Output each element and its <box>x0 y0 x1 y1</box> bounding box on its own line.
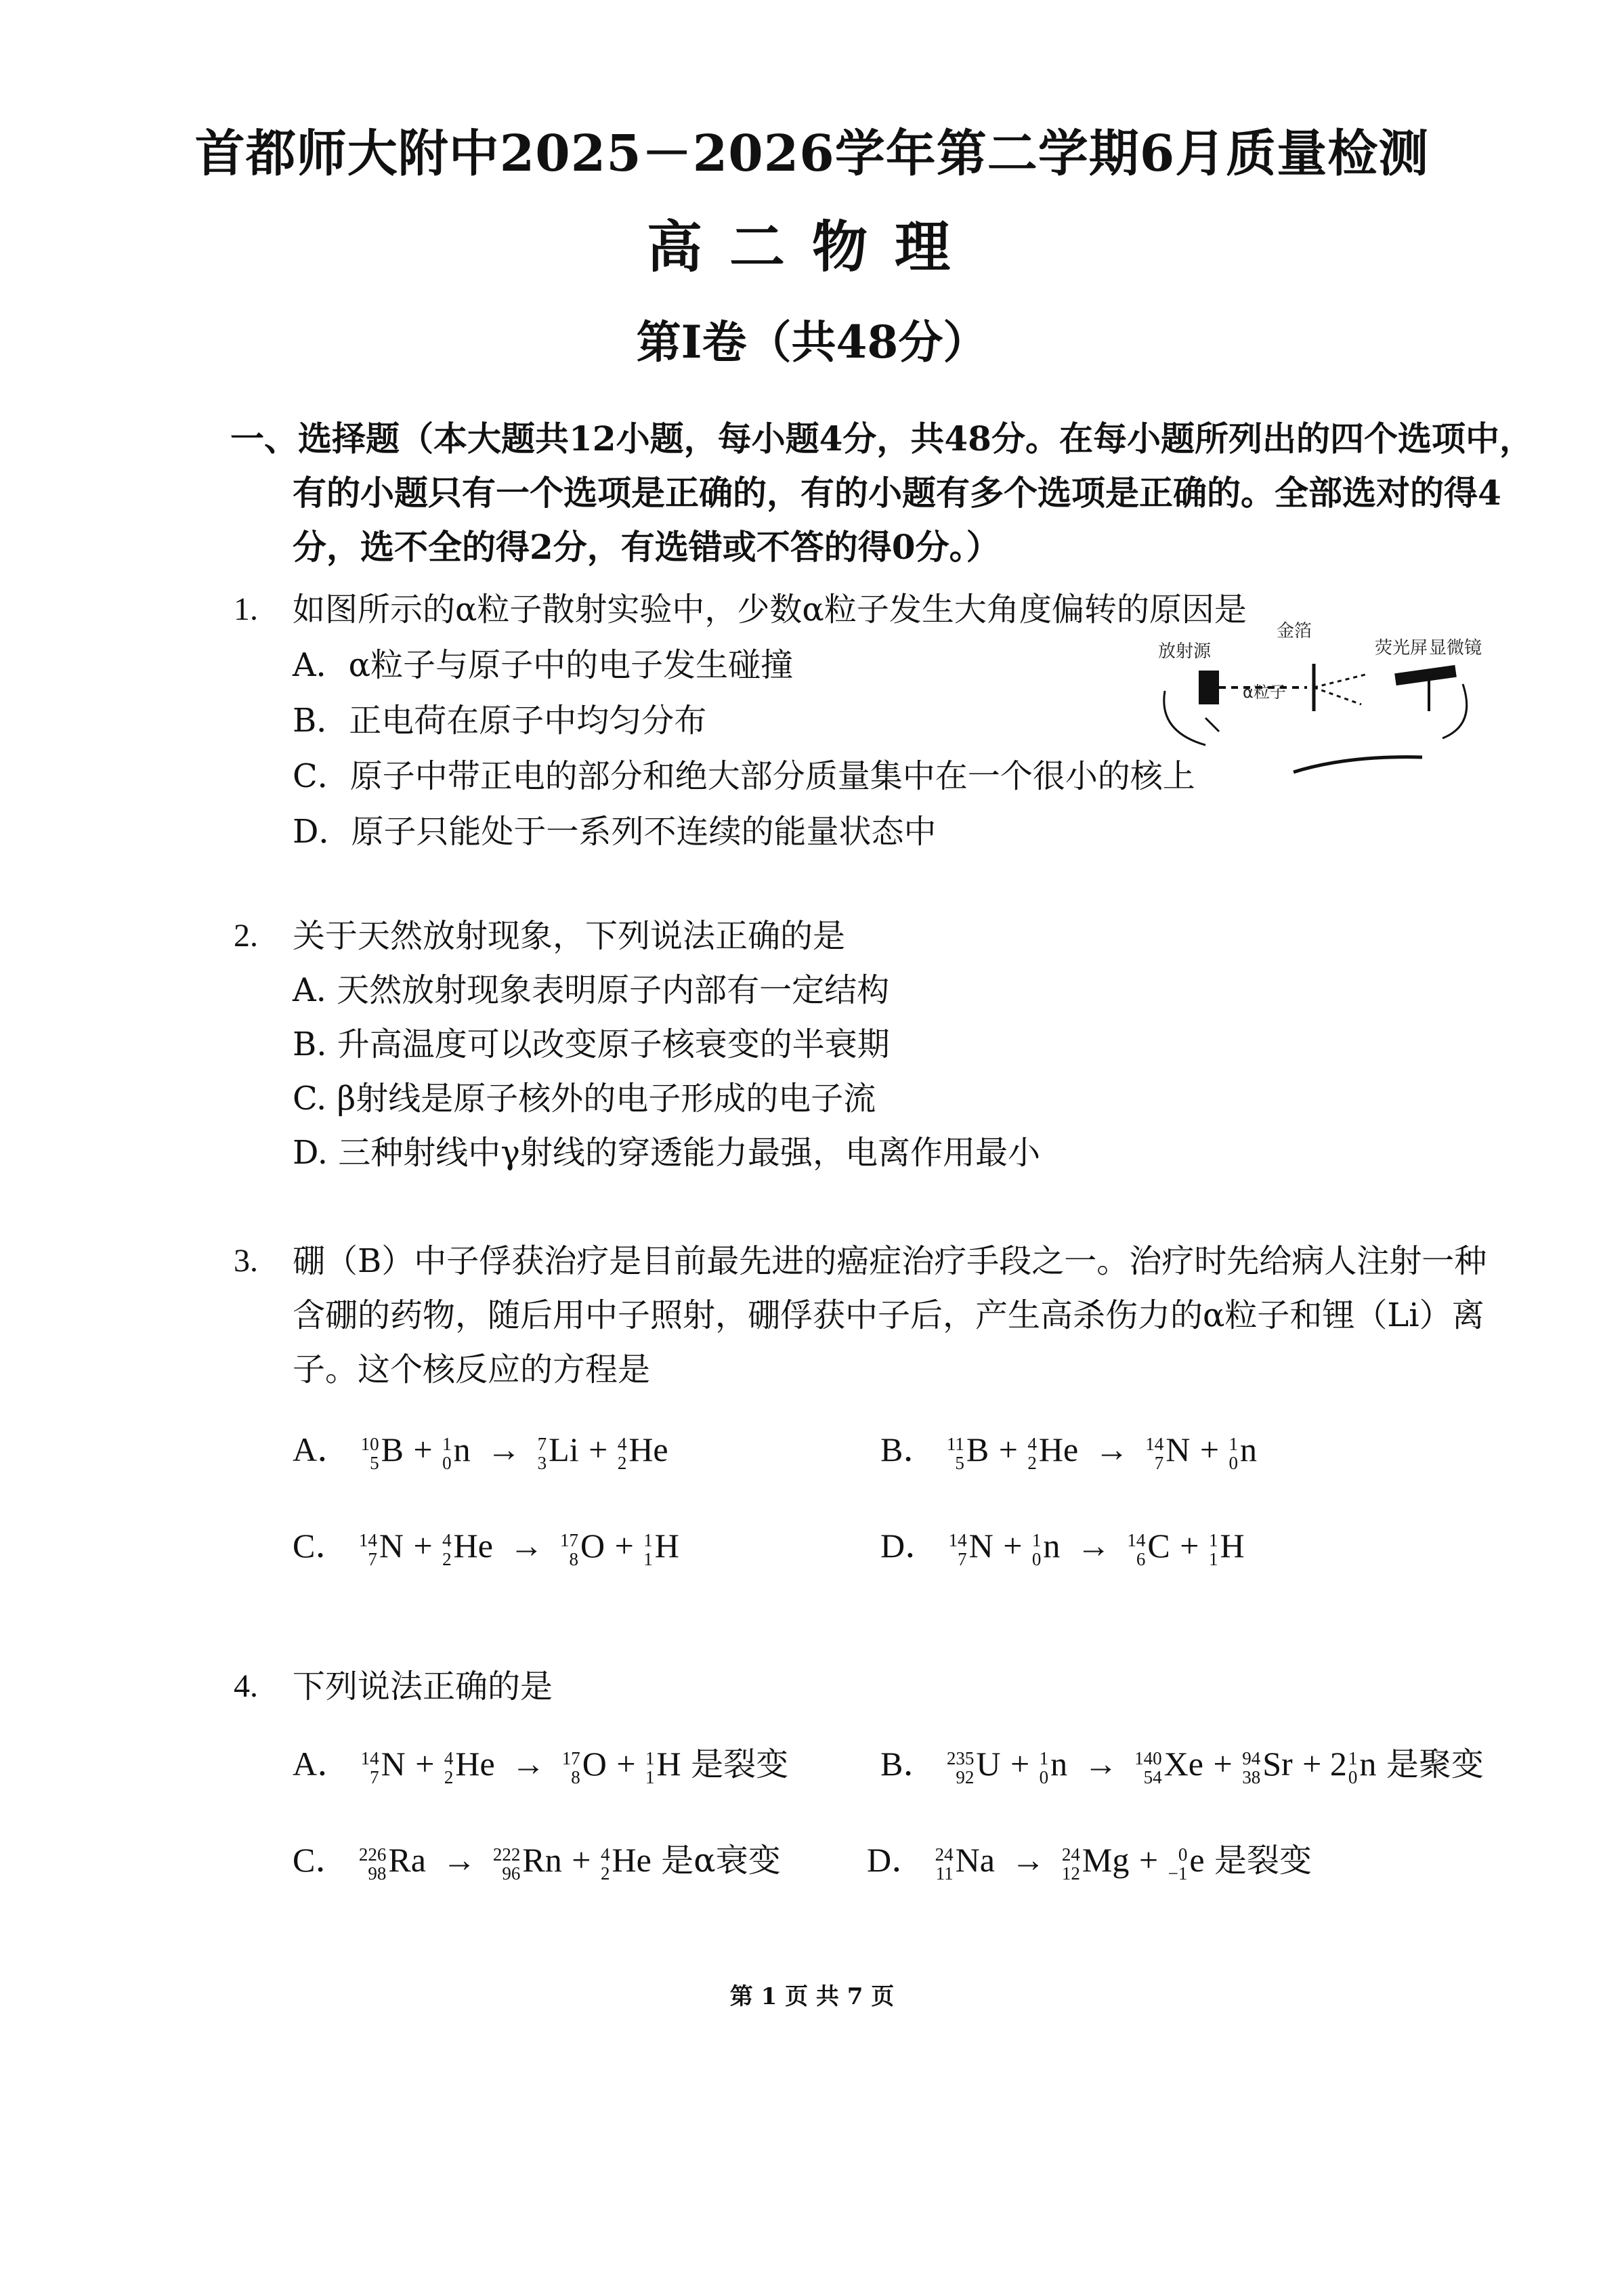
q3-stem-line1: 硼（B）中子俘获治疗是目前最先进的癌症治疗手段之一。治疗时先给病人注射一种 <box>293 1242 1487 1280</box>
q3-option-a: A． 10 5 B + 1 0 n → 7 3 Li + 4 2 He <box>293 1430 668 1473</box>
q3-stem-line3: 子。这个核反应的方程是 <box>293 1351 651 1388</box>
figure-label-particle: α粒子 <box>1243 683 1286 702</box>
q3-option-d: D． 14 7 N + 1 0 n → 14 6 C + 1 1 H <box>880 1527 1245 1569</box>
screen-base-arc <box>1294 757 1422 772</box>
screen-arc-right <box>1443 684 1467 738</box>
scatter-path-1 <box>1314 674 1368 687</box>
q1-option-c: C．原子中带正电的部分和绝大部分质量集中在一个很小的核上 <box>293 757 1195 795</box>
q2-number: 2. <box>234 918 258 954</box>
q4-option-d-suffix: 是裂变 <box>1214 1842 1312 1880</box>
q3-option-c-label: C． <box>293 1527 349 1565</box>
q3-number: 3. <box>234 1243 258 1279</box>
q2-stem: 关于天然放射现象，下列说法正确的是 <box>293 917 846 955</box>
q1-number: 1. <box>234 591 258 627</box>
q3-option-a-label: A． <box>293 1430 351 1468</box>
figure-label-source: 放射源 <box>1158 641 1212 662</box>
microscope <box>1394 665 1457 685</box>
subject-title: 高二物理 <box>646 215 977 280</box>
q4-stem: 下列说法正确的是 <box>293 1668 553 1705</box>
q4-option-c-label: C． <box>293 1841 349 1879</box>
q1-option-b: B．正电荷在原子中均匀分布 <box>293 702 707 740</box>
figure-label-microscope: 显微镜 <box>1429 638 1482 658</box>
screen-mark <box>1205 718 1219 731</box>
q4-option-c-suffix: 是α衰变 <box>661 1842 781 1880</box>
q3-option-d-label: D． <box>880 1527 939 1565</box>
q3-option-b: B． 11 5 B + 4 2 He → 14 7 N + 1 0 n <box>880 1430 1258 1473</box>
q1-option-d: D．原子只能处于一系列不连续的能量状态中 <box>293 813 937 851</box>
q2-option-b: B. 升高温度可以改变原子核衰变的半衰期 <box>293 1025 890 1063</box>
q2-option-c: C. β射线是原子核外的电子形成的电子流 <box>293 1080 876 1118</box>
q1-option-a: A．α粒子与原子中的电子发生碰撞 <box>293 646 794 684</box>
figure-label-screen: 荧光屏 <box>1375 638 1428 658</box>
q4-number: 4. <box>234 1668 258 1704</box>
q4-option-a-label: A． <box>293 1745 351 1783</box>
scatter-path-2 <box>1314 687 1361 704</box>
q1-stem: 如图所示的α粒子散射实验中，少数α粒子发生大角度偏转的原因是 <box>293 591 1247 629</box>
q4-option-d: D． 24 11 Na → 24 12 Mg + 0 −1 e 是裂变 <box>867 1841 1312 1884</box>
q2-option-d: D. 三种射线中γ射线的穿透能力最强，电离作用最小 <box>293 1134 1040 1172</box>
source-block <box>1199 671 1219 704</box>
q3-option-b-label: B． <box>880 1430 937 1468</box>
q4-option-b-suffix: 是聚变 <box>1386 1745 1484 1783</box>
q2-option-a: A. 天然放射现象表明原子内部有一定结构 <box>293 971 890 1009</box>
q4-option-c: C． 226 98 Ra → 222 96 Rn + 4 2 He 是α衰变 <box>293 1841 781 1884</box>
q4-option-b-label: B． <box>880 1745 937 1783</box>
q4-option-b: B． 235 92 U + 1 0 n → 140 54 Xe + 94 38 Sr + 2 1 0 n 是聚变 <box>880 1745 1484 1787</box>
q3-stem-line2: 含硼的药物，随后用中子照射，硼俘获中子后，产生高杀伤力的α粒子和锂（Li）离 <box>293 1296 1484 1334</box>
section-instructions-line1: 一、选择题（本大题共12小题，每小题4分，共48分。在每小题所列出的四个选项中， <box>230 419 1533 459</box>
q4-option-a: A． 14 7 N + 4 2 He → 17 8 O + 1 1 H 是裂变 <box>293 1745 789 1787</box>
alpha-scattering-figure <box>1145 610 1482 786</box>
q3-option-c: C． 14 7 N + 4 2 He → 17 8 O + 1 1 H <box>293 1527 679 1569</box>
q4-option-a-suffix: 是裂变 <box>691 1745 789 1783</box>
figure-label-foil: 金箔 <box>1277 621 1312 641</box>
section-instructions-line2: 有的小题只有一个选项是正确的，有的小题有多个选项是正确的。全部选对的得4 <box>293 473 1501 513</box>
exam-title: 首都师大附中2025－2026学年第二学期6月质量检测 <box>194 125 1430 183</box>
volume-title: 第Ⅰ卷（共48分） <box>636 316 988 368</box>
q4-option-d-label: D． <box>867 1841 926 1879</box>
section-instructions-line3: 分，选不全的得2分，有选错或不答的得0分。） <box>293 527 1000 567</box>
page-footer: 第 1 页 共 7 页 <box>729 1983 895 2010</box>
